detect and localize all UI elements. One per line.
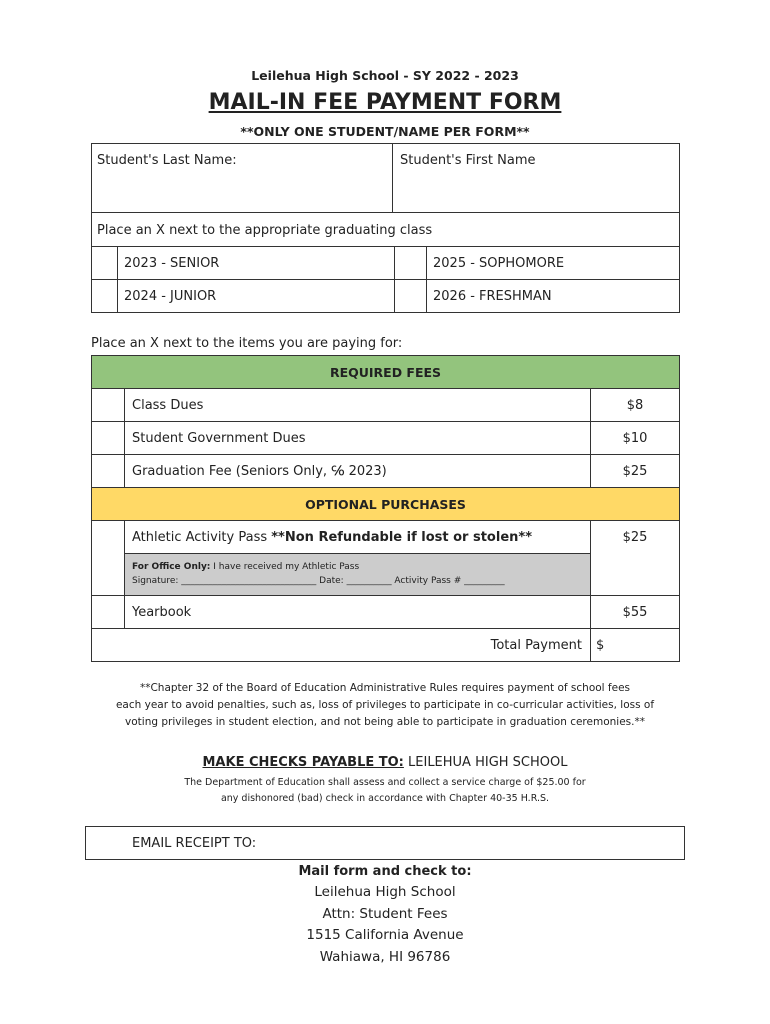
class-option-senior: 2023 - SENIOR	[124, 256, 220, 271]
checks-payable-label: MAKE CHECKS PAYABLE TO:	[202, 755, 404, 770]
class-option-freshman: 2026 - FRESHMAN	[433, 289, 552, 304]
class-instruction: Place an X next to the appropriate graduating class	[97, 223, 433, 238]
graduation-fee-amount: $25	[622, 464, 648, 479]
chapter-note	[60, 680, 710, 731]
athletic-pass-text: Athletic Activity Pass	[132, 530, 272, 545]
checks-payable	[0, 755, 770, 770]
service-charge-note	[0, 775, 770, 807]
email-receipt-label: EMAIL RECEIPT TO:	[132, 836, 257, 851]
yearbook-amount: $55	[622, 605, 648, 620]
graduation-fee-label: Graduation Fee (Seniors Only, ℅ 2023)	[132, 464, 387, 479]
address-line-2: Attn: Student Fees	[322, 905, 448, 922]
yearbook-label: Yearbook	[132, 605, 192, 620]
athletic-pass-amount: $25	[622, 530, 648, 545]
class-checkbox-2025[interactable]	[396, 248, 425, 278]
office-use-line-1	[132, 562, 359, 572]
non-refundable-note: **Non Refundable if lost or stolen**	[271, 530, 532, 545]
class-option-sophomore: 2025 - SOPHOMORE	[433, 256, 565, 271]
school-year-heading: Leilehua High School - SY 2022 - 2023	[251, 68, 519, 83]
total-payment-symbol: $	[596, 638, 605, 653]
class-option-junior: 2024 - JUNIOR	[124, 289, 217, 304]
mailing-address	[0, 882, 770, 968]
address-line-3: 1515 California Avenue	[306, 927, 464, 943]
service-charge-line-1: The Department of Education shall assess and collect a service charge of $25.00 for	[184, 777, 586, 788]
class-checkbox-2026[interactable]	[396, 281, 425, 311]
last-name-field[interactable]	[93, 172, 390, 210]
class-dues-checkbox[interactable]	[93, 390, 123, 420]
last-name-label: Student's Last Name:	[97, 153, 237, 168]
class-checkbox-2024[interactable]	[93, 281, 116, 311]
class-dues-label: Class Dues	[132, 398, 204, 413]
optional-purchases-title: OPTIONAL PURCHASES	[305, 497, 466, 512]
office-use-label: For Office Only:	[132, 562, 211, 572]
address-line-1: Leilehua High School	[314, 884, 456, 900]
total-payment-field[interactable]	[608, 630, 678, 660]
service-charge-line-2: any dishonored (bad) check in accordance with Chapter 40-35 H.R.S.	[220, 793, 550, 804]
first-name-label: Student's First Name	[400, 153, 536, 168]
office-use-line-2: Signature: ______________________________ Date: __________ Activity Pass # _________	[132, 576, 505, 586]
total-payment-label: Total Payment	[490, 638, 582, 653]
items-instruction: Place an X next to the items you are paying for:	[91, 336, 403, 351]
chapter-note-line-2: each year to avoid penalties, such as, loss of privileges to participate in co-curricular activities, loss of	[115, 699, 655, 711]
student-gov-dues-label: Student Government Dues	[132, 431, 306, 446]
required-fees-title: REQUIRED FEES	[329, 365, 442, 380]
yearbook-checkbox[interactable]	[93, 597, 123, 627]
checks-payee: LEILEHUA HIGH SCHOOL	[403, 755, 568, 770]
office-use-text: I have received my Athletic Pass	[210, 562, 360, 572]
first-name-field[interactable]	[395, 172, 678, 210]
chapter-note-line-3: voting privileges in student election, and not being able to participate in graduation ceremonies.**	[125, 716, 645, 728]
mail-heading: Mail form and check to:	[298, 864, 472, 879]
student-gov-dues-checkbox[interactable]	[93, 423, 123, 453]
athletic-pass-label	[132, 530, 532, 545]
address-line-4: Wahiawa, HI 96786	[319, 948, 451, 965]
class-dues-amount: $8	[626, 398, 644, 413]
athletic-pass-checkbox[interactable]	[93, 522, 123, 594]
class-checkbox-2023[interactable]	[93, 248, 116, 278]
form-title: MAIL-IN FEE PAYMENT FORM	[208, 90, 562, 115]
one-student-note: **ONLY ONE STUDENT/NAME PER FORM**	[240, 124, 530, 139]
student-gov-dues-amount: $10	[622, 431, 648, 446]
chapter-note-line-1: **Chapter 32 of the Board of Education Administrative Rules requires payment of school fees	[139, 682, 631, 694]
graduation-fee-checkbox[interactable]	[93, 456, 123, 486]
